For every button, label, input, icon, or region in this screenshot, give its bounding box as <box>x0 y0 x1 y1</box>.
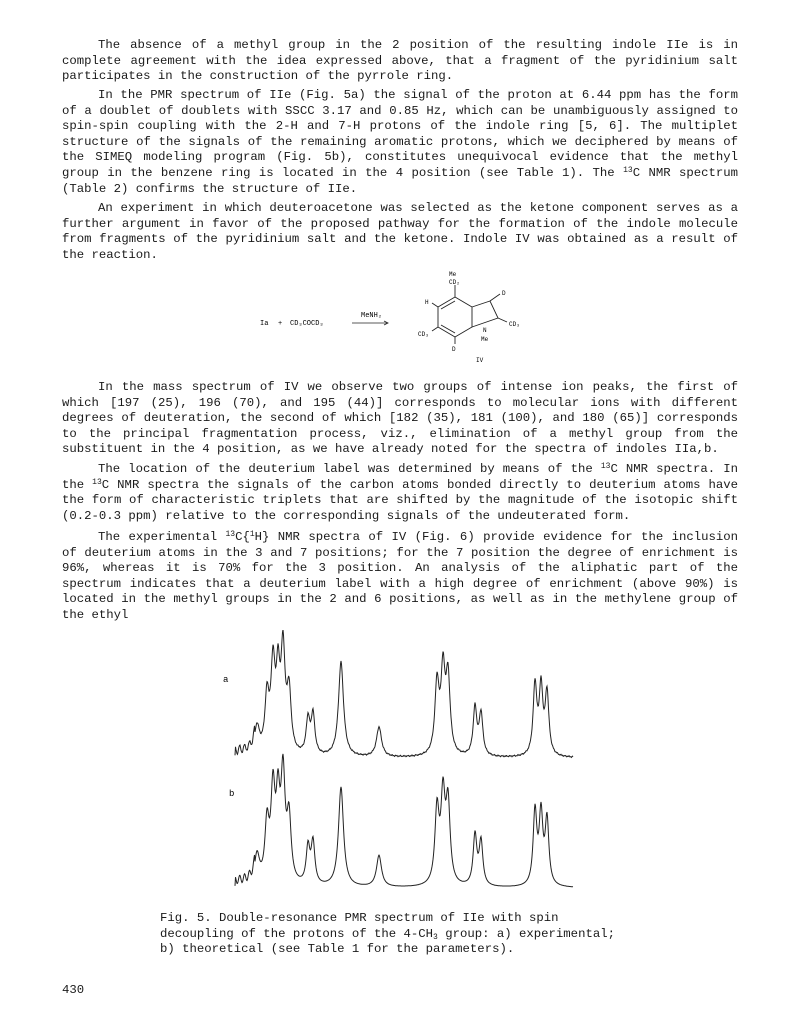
paragraph-3 <box>62 201 738 263</box>
aromatic-bond-1 <box>441 301 455 309</box>
spectrum-trace-theoretical <box>235 754 573 887</box>
paragraph-6-sup-2: 1 <box>249 530 255 539</box>
paragraph-2-text <box>62 88 738 197</box>
atom-cd3-left: CD₃ <box>418 331 429 338</box>
bond-3-d <box>490 294 500 301</box>
bond-5-h <box>432 303 438 307</box>
spectrum-trace-experimental <box>235 630 573 757</box>
pyrrole-ring <box>472 301 498 327</box>
paragraph-4-text: In the mass spectrum of IV we observe two groups of intense ion peaks, the first of which [197 (25), 196 (70), and 195 (44)] corresponds to molecular ions with different degrees of deuteration, the second of which [182 (35), 181 (100), and 180 (65)] corresponds to the principal fragmentation process, viz., elimination of a methyl group from the substituent in the 4 position, as we have already noted for the spectra of indoles IIa,b. <box>62 380 738 457</box>
figure-caption-text <box>160 911 620 958</box>
caption-part-b: group: a) experimental; b) theoretical (see Table 1 for the parameters). <box>160 926 615 957</box>
paragraph-6-part-b: C{ <box>235 530 250 544</box>
paragraph-3-text: An experiment in which deuteroacetone was selected as the ketone component serves as a further argument in favor of the proposed pathway for the formation of the indole molecule from fragments of the pyridinium salt and the ketone. Indole IV was obtained as a result of the reaction. <box>62 201 738 262</box>
atom-d-3: D <box>502 290 506 297</box>
paragraph-5-text <box>62 462 738 524</box>
paragraph-2-part-b: C NMR spectrum (Table 2) confirms the structure of IIe. <box>62 165 738 196</box>
paragraph-5-part-a: The location of the deuterium label was determined by means of the <box>98 462 601 476</box>
paragraph-5 <box>62 462 738 524</box>
atom-cd3-right: CD₃ <box>509 321 520 328</box>
atom-cd2: CD₂ <box>449 279 460 286</box>
aromatic-bond-2 <box>441 325 455 333</box>
reactant-1: Ia <box>260 320 269 328</box>
reaction-scheme-drawing <box>260 270 560 366</box>
paragraph-5-sup-1: 13 <box>600 462 611 471</box>
panel-a-label: a <box>223 675 229 685</box>
paragraph-6-part-c: H} NMR spectra of IV (Fig. 6) provide evidence for the inclusion of deuterium atoms in the 3 and 7 positions; for the 7 position the degree of enrichment is 96%, whereas it is 70% for the 3 position. An analysis of the aliphatic part of the spectrum indicates that a deuterium label with a high degree of enrichment (above 90%) is located in the methyl groups in the 2 and 6 positions, as well as in the methylene group of the ethyl <box>62 530 738 622</box>
figure-caption <box>160 911 620 958</box>
paragraph-6 <box>62 530 738 624</box>
paragraph-4 <box>62 380 738 458</box>
bond-2-cd3 <box>498 318 507 322</box>
page-number: 430 <box>62 983 85 997</box>
caption-subscript: 3 <box>433 932 438 942</box>
compound-label: IV <box>476 357 484 364</box>
reactant-2: CD₃COCD₃ <box>290 320 324 328</box>
indole-structure <box>432 285 507 344</box>
paragraph-5-part-c: C NMR spectra the signals of the carbon atoms bonded directly to deuterium atoms have the form of characteristic triplets that are shifted by the magnitude of the isotopic shift (0.2-0.3 ppm) relative to the corresponding signals of the undeuterated form. <box>62 477 738 523</box>
paragraph-5-part-b: C NMR spectra. In the <box>62 462 738 492</box>
benzene-ring <box>438 297 472 337</box>
reaction-scheme <box>260 270 560 366</box>
paragraph-1 <box>62 38 738 85</box>
paragraph-1-text: The absence of a methyl group in the 2 position of the resulting indole IIe is in complete agreement with the idea expressed above, that a fragment of the pyridinium salt participates in the construction of the pyrrole ring. <box>62 38 738 84</box>
paragraph-6-part-a: The experimental <box>98 530 226 544</box>
paragraph-2-sup: 13 <box>623 165 633 175</box>
paragraph-6-text <box>62 530 738 624</box>
atom-n: N <box>483 327 487 334</box>
atom-me-n: Me <box>481 336 489 343</box>
atom-h: H <box>425 299 429 306</box>
paragraph-2-part-a: In the PMR spectrum of IIe (Fig. 5a) the signal of the proton at 6.44 ppm has the form of a doublet of doublets with SSCC 3.17 and 0.85 Hz, which can be unambiguously assigned to spin-spin coupling with the 2-H and 7-H protons of the indole ring [5, 6]. The multiplet structure of the signals of the remaining aromatic protons, which we deciphered by means of the SIMEQ modeling program (Fig. 5b), constitutes unequivocal evidence that the methyl group in the benzene ring is located in the 4 position (see Table 1). The <box>62 88 738 180</box>
atom-me-top: Me <box>449 271 457 278</box>
spectrum-plot <box>195 630 615 910</box>
bond-6-cd3 <box>432 327 438 331</box>
paragraph-5-sup-2: 13 <box>92 477 102 487</box>
panel-b-label: b <box>229 789 235 799</box>
caption-part-a: Fig. 5. Double-resonance PMR spectrum of IIe with spin decoupling of the protons of the 4-CH <box>160 911 559 941</box>
paragraph-2 <box>62 88 738 197</box>
plus-sign: + <box>278 320 283 328</box>
reagent: MeNH₂ <box>361 312 383 320</box>
paragraph-6-sup-1: 13 <box>225 530 236 539</box>
spectrum-figure <box>195 630 615 910</box>
atom-d-7: D <box>452 346 456 353</box>
